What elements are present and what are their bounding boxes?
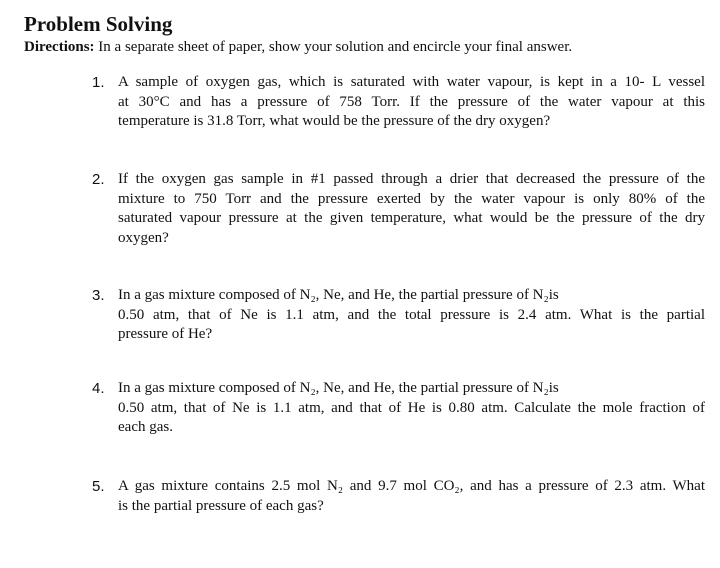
problem-line: is the partial pressure of each gas? <box>118 497 324 514</box>
problem-1 <box>92 73 705 132</box>
problem-line: 0.50 atm, that of Ne is 1.1 atm, and the total pressure is 2.4 atm. What is the partial <box>118 306 705 323</box>
problem-line: each gas. <box>118 419 173 435</box>
problem-line: In a gas mixture composed of N₂, Ne, and He, the partial pressure of N₂is <box>118 287 559 303</box>
problem-line: pressure of He? <box>118 326 213 342</box>
problem-3 <box>92 286 705 345</box>
problem-text <box>118 286 705 345</box>
problem-line: A sample of oxygen gas, which is saturated with water vapour, is kept in a 10- L vessel <box>118 74 705 90</box>
problem-line: oxygen? <box>118 229 169 246</box>
problem-line: If the oxygen gas sample in #1 passed through a drier that decreased the pressure of the <box>118 171 705 187</box>
problem-number: 2. <box>92 171 105 188</box>
directions-label: Directions: <box>24 39 95 55</box>
directions-text: In a separate sheet of paper, show your solution and encircle your final answer. <box>98 39 573 55</box>
problem-text <box>118 379 705 438</box>
problem-line: at 30°C and has a pressure of 758 Torr. If the pressure of the water vapour at this <box>118 93 705 110</box>
problem-5 <box>92 477 705 516</box>
problem-line: A gas mixture contains 2.5 mol N₂ and 9.7 mol CO₂, and has a pressure of 2.3 atm. What <box>118 478 705 494</box>
problem-line: In a gas mixture composed of N₂, Ne, and He, the partial pressure of N₂is <box>118 380 559 396</box>
problem-2 <box>92 170 705 248</box>
problem-number: 3. <box>92 287 105 304</box>
problem-number: 1. <box>92 74 105 91</box>
problem-line: saturated vapour pressure at the given temperature, what would be the pressure of the dry <box>118 210 705 226</box>
problem-text <box>118 170 705 248</box>
problem-text <box>118 73 705 132</box>
problem-number: 5. <box>92 478 105 495</box>
page-title: Problem Solving <box>24 12 173 36</box>
problem-text <box>118 477 705 516</box>
directions <box>24 37 572 57</box>
problem-number: 4. <box>92 380 105 397</box>
problem-line: temperature is 31.8 Torr, what would be the pressure of the dry oxygen? <box>118 113 551 129</box>
problem-4 <box>92 379 705 438</box>
problem-line: mixture to 750 Torr and the pressure exerted by the water vapour is only 80% of the <box>118 190 705 207</box>
problem-line: 0.50 atm, that of Ne is 1.1 atm, and that of He is 0.80 atm. Calculate the mole fraction of <box>118 399 705 416</box>
